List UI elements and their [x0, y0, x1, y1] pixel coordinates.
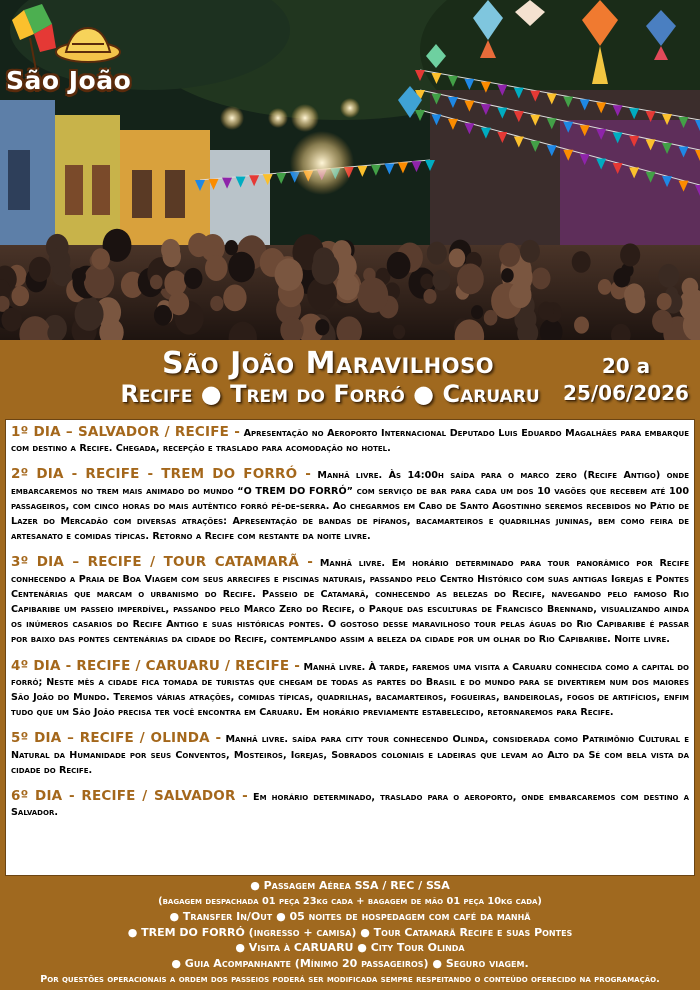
day-description: Manhã livre. À tarde, faremos uma visita a Caruaru conhecida como a capital do forró; Neste mês a cidade fica tomada de turistas que chegam de todas as partes do Brasil e do mundo para se divertirem num dos maiores São João do Mundo. Teremos várias atrações, comidas típicas, quadrilhas, bacamarteiros, fogueiras, bandeirolas, fogos de artifícios, enfim tudo que um São João precisa ter você encontra em Caruaru. Em horário previamente estabelecido, retornaremos para Recife. — [11, 661, 690, 719]
crowd-person — [162, 246, 181, 267]
crowd-person — [520, 240, 540, 263]
crowd-person — [531, 267, 550, 289]
inclusion-guide-insurance: ● Guia Acompanhante (Mínimo 20 passageiros) ● Seguro viagem. — [171, 956, 529, 970]
crowd-person — [205, 255, 227, 281]
day-title: 2º DIA - RECIFE - TREM DO FORRÓ - — [11, 466, 312, 483]
crowd-person — [91, 248, 110, 269]
day-description: Apresentação no Aeroporto Internacional Deputado Luis Eduardo Magalhães para embarque com destino a Recife. Chegada, recepção e traslado para acomodação no hotel. — [11, 428, 689, 455]
crowd-person — [427, 242, 447, 265]
crowd-person — [501, 268, 514, 282]
day-description: Em horário determinado, traslado para o aeroporto, onde embarcaremos com destino a Salvador. — [11, 792, 689, 819]
logo-text: São João — [6, 66, 132, 95]
crowd-person — [357, 277, 388, 312]
crowd-person — [188, 233, 209, 257]
itinerary-day-6 — [11, 789, 689, 820]
crowd-person — [625, 290, 645, 313]
crowd-person — [420, 274, 434, 290]
day-title: 5º DIA – RECIFE / OLINDA - — [11, 730, 222, 747]
itinerary-box — [5, 419, 695, 876]
day-title: 4º DIA - RECIFE / CARUARU / RECIFE - — [11, 657, 301, 674]
itinerary-day-3 — [11, 555, 689, 647]
crowd-person — [652, 310, 672, 333]
package-inclusions — [0, 878, 700, 990]
itinerary-day-5 — [11, 731, 689, 778]
crowd-person — [169, 292, 190, 316]
inclusion-flight: ● Passagem Aérea SSA / REC / SSA — [250, 879, 450, 892]
hero-photo — [0, 0, 700, 340]
crowd-person — [75, 298, 104, 331]
page-subtitle: Recife ● Trem do Forró ● Caruaru — [120, 380, 540, 408]
crowd-person — [574, 317, 589, 334]
inclusion-baggage: (bagagem despachada 01 peça 23kg cada + bagagem de mão 01 peça 10kg cada) — [158, 895, 542, 907]
crowd-person — [315, 319, 329, 335]
crowd-person — [509, 282, 532, 308]
crowd-person — [336, 274, 359, 300]
crowd-person — [658, 264, 679, 288]
crowd-person — [423, 289, 436, 304]
day-description: Manhã livre. Em horário determinado para tour panorâmico por Recife conhecendo a Praia de Boa Viagem com seus arrecifes e piscinas naturais, passando pelo Centro Histórico com suas antigas Igrejas e Pontes Centenárias que marcam o urbanismo do Recife. Passeio de Catamarã, conhecendo as belezas do Recife, navegando pelo famoso Rio Capibaribe um passeio imperdível, passando pelo Marco Zero do Recife, o Parque das esculturas de Francisco Brennand, visualizando ainda os inúmeros casarios do Recife Antigo e suas históricas pontes. O gostoso desse maravilhoso tour pelas águas do Rio Capibaribe é passar por baixo das pontes centenárias da cidade do Recife, contemplando assim a beleza da cidade por um olhar do Rio Capibaribe. Noite livre. — [11, 558, 689, 646]
crowd-person — [484, 310, 498, 326]
crowd-person — [29, 257, 51, 282]
crowd-person — [432, 270, 450, 291]
crowd-person — [150, 275, 163, 290]
inclusion-tours: ● Visita à CARUARU ● City Tour Olinda — [235, 941, 465, 954]
inclusion-transfer-hotel: ● Transfer In/Out ● 05 noites de hospedagem com café da manhã — [169, 910, 531, 923]
day-description: Manhã livre. Às 14:00h saída para o marco zero (Recife Antigo) onde embarcaremos no trem mais animado do mundo “O TREM DO FORRÓ” com serviço de bar para cada um dos 10 vagões que recebem até 100 passageiros, com cinco horas do mais autêntico forró pé-de-serra. Ao chegarmos em Cabo de Santo Agostinho seremos recebidos no Pátio de Lazer do Mercadão com diversas atrações: Apresentação de bandas de pífanos, bacamarteiros e quadrilhas juninas, bem como feira de artesanato e comidas típicas. Retorno a Recife com restante da noite livre. — [11, 470, 690, 543]
itinerary-day-4 — [11, 659, 689, 721]
page-title: São João Maravilhoso — [161, 346, 495, 381]
day-description: Manhã livre. saída para city tour conhecendo Olinda, considerada como Patrimônio Cultural e Natural da Humanidade por seus Conventos, Mosteiros, Igrejas, Sobrados coloniais e ladeiras que levam ao Alto da Sé com bela vista da cidade do Recife. — [11, 734, 689, 776]
crowd-person — [164, 270, 186, 296]
crowd-person — [312, 253, 340, 285]
crowd-person — [598, 279, 612, 295]
itinerary-day-1 — [11, 425, 689, 456]
crowd-person — [613, 268, 630, 288]
crowd-person — [538, 302, 554, 320]
crowd-person — [154, 305, 172, 326]
crowd-person — [223, 284, 246, 311]
inclusion-trem-forro: ● TREM DO FORRÓ (ingresso + camisa) ● Tour Catamarã Recife e suas Pontes — [127, 925, 573, 939]
trip-dates-line2: 25/06/2026 — [563, 381, 689, 405]
crowd-person — [657, 293, 672, 310]
crowd-person — [184, 268, 202, 289]
crowd-person — [210, 296, 223, 311]
trip-dates — [558, 353, 694, 407]
crowd-person — [572, 251, 591, 273]
day-title: 1º DIA – SALVADOR / RECIFE - — [11, 424, 241, 440]
itinerary-day-2 — [11, 467, 689, 544]
crowd-person — [457, 264, 484, 295]
crowd-person — [228, 252, 255, 283]
crowd-person — [387, 252, 411, 279]
crowd-person — [449, 248, 465, 267]
crowd-person — [393, 325, 405, 339]
crowd-person — [56, 271, 70, 287]
day-title: 6º DIA - RECIFE / SALVADOR - — [11, 788, 248, 805]
crowd-person — [225, 240, 238, 255]
crowd-person — [72, 268, 86, 284]
trip-dates-line1: 20 a — [601, 354, 651, 378]
day-title: 3º DIA – RECIFE / TOUR CATAMARÃ - — [11, 554, 314, 571]
crowd-person — [1, 308, 22, 332]
footer-note: Por questões operacionais a ordem dos passeios poderá ser modificada sempre respeitando o conteúdo oferecido na programação. — [40, 974, 660, 985]
crowd-person — [620, 243, 640, 266]
crowd-person — [499, 243, 520, 267]
crowd-person — [471, 305, 483, 319]
crowd-person — [11, 286, 29, 306]
crowd-person — [275, 258, 303, 291]
